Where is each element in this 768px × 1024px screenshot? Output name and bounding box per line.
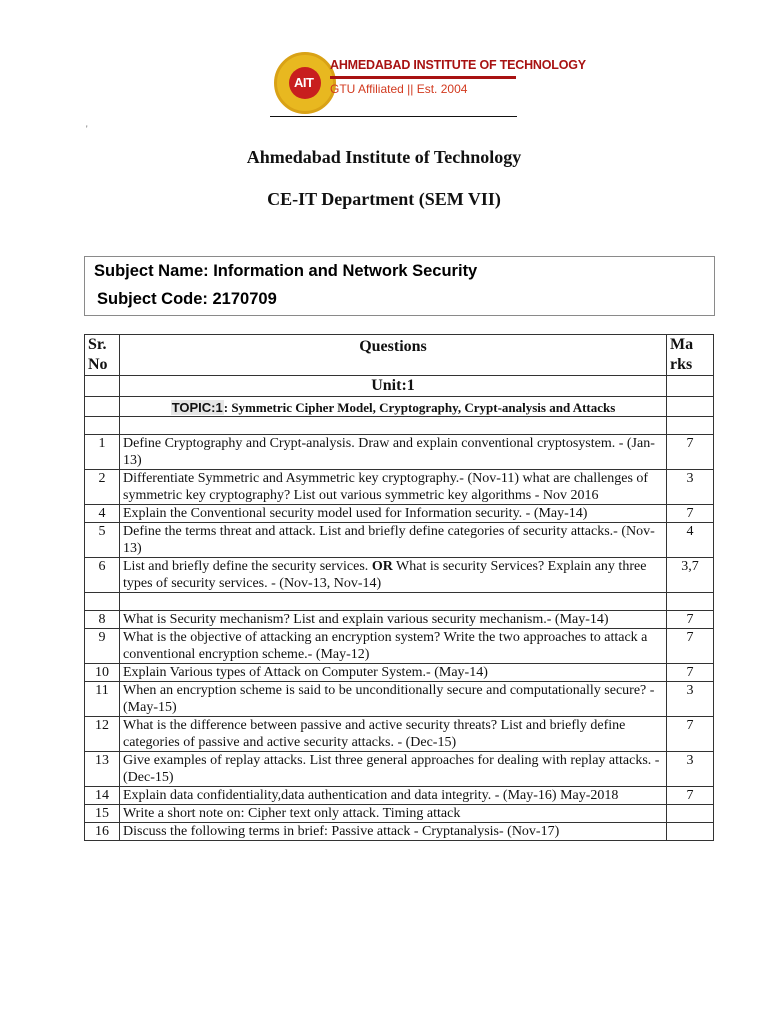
row-sr-no: 1 xyxy=(85,435,120,470)
row-marks: 4 xyxy=(667,523,714,558)
department-title: CE-IT Department (SEM VII) xyxy=(267,189,501,209)
row-sr-no: 9 xyxy=(85,629,120,664)
logo-emblem-icon xyxy=(274,52,336,114)
row-sr-no: 14 xyxy=(85,787,120,805)
row-question: Define Cryptography and Crypt-analysis. Draw and explain conventional cryptosystem. - (Jan-13) xyxy=(120,435,667,470)
table-row xyxy=(85,682,714,717)
row-question: Define the terms threat and attack. List and briefly define categories of security attacks.- (Nov-13) xyxy=(120,523,667,558)
row-sr-no: 13 xyxy=(85,752,120,787)
table-row xyxy=(85,629,714,664)
row-sr-no: 4 xyxy=(85,505,120,523)
spacer-row xyxy=(85,417,714,435)
row-question: Explain the Conventional security model used for Information security. - (May-14) xyxy=(120,505,667,523)
subject-name: Subject Name: Information and Network Security xyxy=(94,262,478,280)
table-row xyxy=(85,787,714,805)
row-question: Differentiate Symmetric and Asymmetric key cryptography.- (Nov-11) what are challenges of symmetric key cryptography? List out various symmetric key algorithms - Nov 2016 xyxy=(120,470,667,505)
row-marks xyxy=(667,823,714,841)
row-sr-no: 10 xyxy=(85,664,120,682)
row-question: What is the difference between passive and active security threats? List and briefly define categories of passive and active security attacks. - (Dec-15) xyxy=(120,717,667,752)
logo-divider xyxy=(330,76,516,79)
header-sr-no: Sr. No xyxy=(85,335,120,376)
or-keyword: OR xyxy=(371,559,393,574)
row-sr-no: 16 xyxy=(85,823,120,841)
question-text-part: What is security Services? Explain any three types of security services. - (Nov-13, Nov-14) xyxy=(123,559,647,591)
table-row xyxy=(85,664,714,682)
row-question: Explain data confidentiality,data authentication and data integrity. - (May-16) May-2018 xyxy=(120,787,667,805)
topic-label: TOPIC:1 xyxy=(171,400,223,415)
spacer-row xyxy=(85,593,714,611)
row-question: What is Security mechanism? List and explain various security mechanism.- (May-14) xyxy=(120,611,667,629)
subject-code: Subject Code: 2170709 xyxy=(97,290,277,308)
table-row xyxy=(85,505,714,523)
row-question: Explain Various types of Attack on Computer System.- (May-14) xyxy=(120,664,667,682)
row-question: When an encryption scheme is said to be unconditionally secure and computationally secure? - (May-15) xyxy=(120,682,667,717)
logo-underline xyxy=(270,116,517,117)
table-row xyxy=(85,470,714,505)
table-row xyxy=(85,805,714,823)
row-marks: 3,7 xyxy=(667,558,714,593)
row-marks: 7 xyxy=(667,717,714,752)
institute-title: Ahmedabad Institute of Technology xyxy=(246,147,522,167)
row-marks: 7 xyxy=(667,505,714,523)
row-marks: 7 xyxy=(667,629,714,664)
subject-info-box xyxy=(84,256,715,316)
row-sr-no: 6 xyxy=(85,558,120,593)
table-header-row xyxy=(85,335,714,376)
table-row xyxy=(85,558,714,593)
row-question: What is the objective of attacking an encryption system? Write the two approaches to attack a conventional encryption scheme.- (May-12) xyxy=(120,629,667,664)
row-marks: 7 xyxy=(667,435,714,470)
header-marks: Ma rks xyxy=(667,335,714,376)
table-row xyxy=(85,523,714,558)
logo-institute-name: AHMEDABAD INSTITUTE OF TECHNOLOGY xyxy=(330,58,586,72)
unit-row xyxy=(85,376,714,397)
row-question: Give examples of replay attacks. List three general approaches for dealing with replay attacks. - (Dec-15) xyxy=(120,752,667,787)
table-row xyxy=(85,611,714,629)
row-marks: 7 xyxy=(667,611,714,629)
row-sr-no: 8 xyxy=(85,611,120,629)
logo-tagline: GTU Affiliated || Est. 2004 xyxy=(330,82,468,96)
question-text-part: List and briefly define the security services. xyxy=(123,559,372,574)
logo-mark-text: AIT xyxy=(294,75,314,90)
row-question: Discuss the following terms in brief: Passive attack - Cryptanalysis- (Nov-17) xyxy=(120,823,667,841)
row-marks xyxy=(667,805,714,823)
row-question: Write a short note on: Cipher text only attack. Timing attack xyxy=(120,805,667,823)
row-marks: 7 xyxy=(667,664,714,682)
row-sr-no: 15 xyxy=(85,805,120,823)
row-sr-no: 5 xyxy=(85,523,120,558)
row-sr-no: 12 xyxy=(85,717,120,752)
topic-title xyxy=(120,397,667,417)
unit-title: Unit:1 xyxy=(120,376,667,397)
row-marks: 3 xyxy=(667,682,714,717)
institute-logo xyxy=(270,50,586,118)
header-questions: Questions xyxy=(120,335,667,376)
stray-mark: ' xyxy=(86,124,88,134)
table-row xyxy=(85,752,714,787)
row-marks: 3 xyxy=(667,752,714,787)
topic-row xyxy=(85,397,714,417)
row-sr-no: 2 xyxy=(85,470,120,505)
questions-table xyxy=(84,334,714,841)
row-sr-no: 11 xyxy=(85,682,120,717)
table-row xyxy=(85,823,714,841)
row-marks: 7 xyxy=(667,787,714,805)
table-row xyxy=(85,435,714,470)
topic-text: : Symmetric Cipher Model, Cryptography, Crypt-analysis and Attacks xyxy=(223,400,616,415)
table-row xyxy=(85,717,714,752)
row-marks: 3 xyxy=(667,470,714,505)
row-question xyxy=(120,558,667,593)
